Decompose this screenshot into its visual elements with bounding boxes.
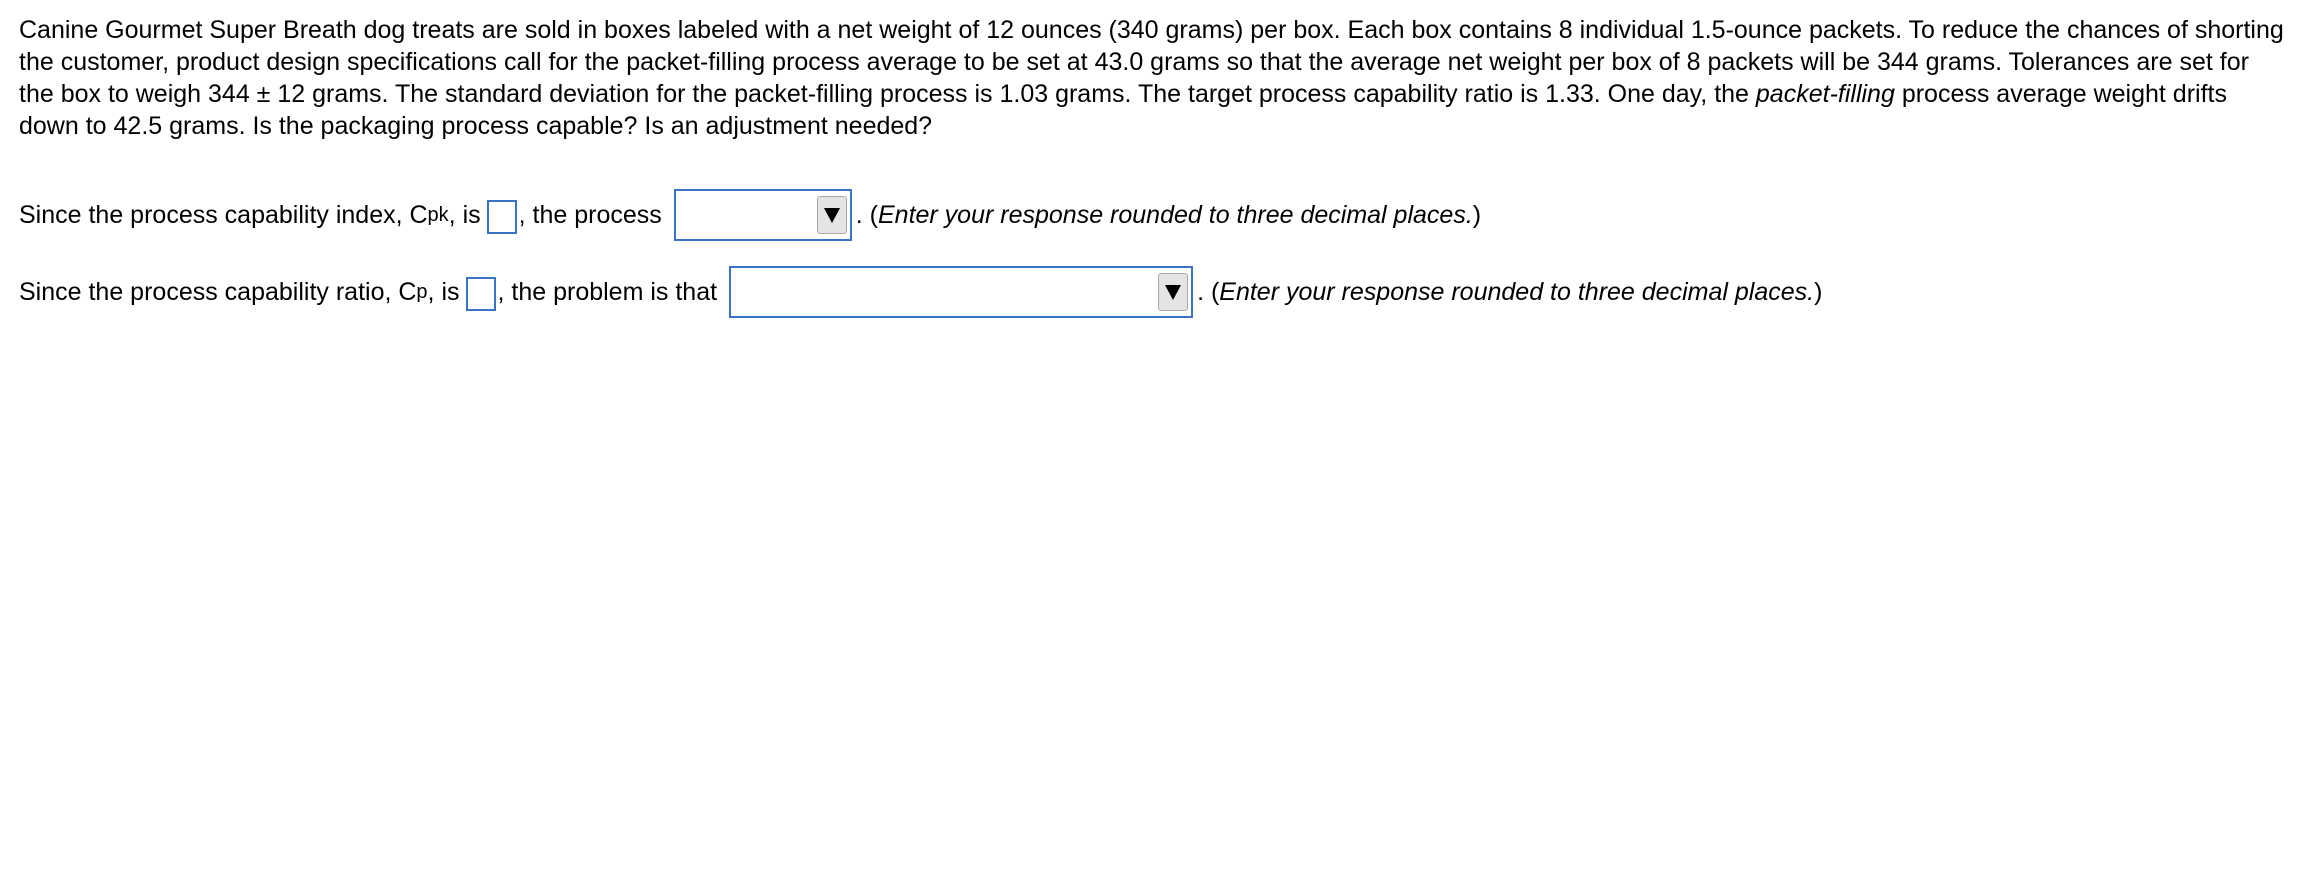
- cp-question: Since the process capability ratio, C p , is , the problem is that . (Enter your response rounded to three decimal places.): [19, 266, 1822, 318]
- cp-problem-dropdown[interactable]: [729, 266, 1193, 318]
- problem-text-part2: process average weight drifts down to 42.5 grams. Is the packaging process capable? Is an adjustment needed?: [19, 80, 2227, 140]
- cpk-dropdown-arrow-icon[interactable]: [817, 196, 847, 234]
- cpk-hint-close: ): [1472, 200, 1482, 229]
- cp-is-label: , is: [427, 277, 460, 306]
- cp-hint-italic: Enter your response rounded to three decimal places.: [1219, 277, 1815, 306]
- cp-rounding-hint: [1197, 278, 1822, 307]
- cp-middle-text: , the problem is that: [497, 277, 718, 306]
- cp-answer-input[interactable]: [466, 277, 496, 311]
- cpk-question: Since the process capability index, C pk , is , the process . (Enter your response rounded to three decimal places.): [19, 189, 1481, 241]
- cp-hint-close: ): [1814, 277, 1823, 306]
- cpk-hint-italic: Enter your response rounded to three decimal places.: [877, 200, 1473, 229]
- cpk-prefix: Since the process capability index, C: [19, 200, 428, 229]
- cp-prefix: Since the process capability ratio, C: [19, 277, 417, 306]
- problem-italic-phrase: packet-filling: [1755, 80, 1895, 108]
- cpk-middle-text: , the process: [518, 200, 662, 229]
- question-content: [19, 14, 2284, 306]
- cpk-answer-input[interactable]: [487, 200, 517, 234]
- cpk-is-label: , is: [448, 200, 481, 229]
- cpk-conclusion-dropdown[interactable]: [674, 189, 852, 241]
- cp-hint-open: . (: [1197, 277, 1220, 306]
- problem-statement: [19, 14, 2284, 142]
- problem-text-part1: Canine Gourmet Super Breath dog treats are sold in boxes labeled with a net weight of 12 ounces (340 grams) per box. Each box contains 8 individual 1.5-ounce packets. To reduce the chances of shorting the customer, product design specifications call for the packet-filling process average to be set at 43.0 grams so that the average net weight per box of 8 packets will be 344 grams. Tolerances are set for the box to weigh 344 ± 12 grams. The standard deviation for the packet-filling process is 1.03 grams. The target process capability ratio is 1.33. One day, the: [19, 16, 2284, 108]
- cpk-hint-open: . (: [855, 200, 878, 229]
- cp-dropdown-arrow-icon[interactable]: [1158, 273, 1188, 311]
- cpk-rounding-hint: [856, 201, 1481, 230]
